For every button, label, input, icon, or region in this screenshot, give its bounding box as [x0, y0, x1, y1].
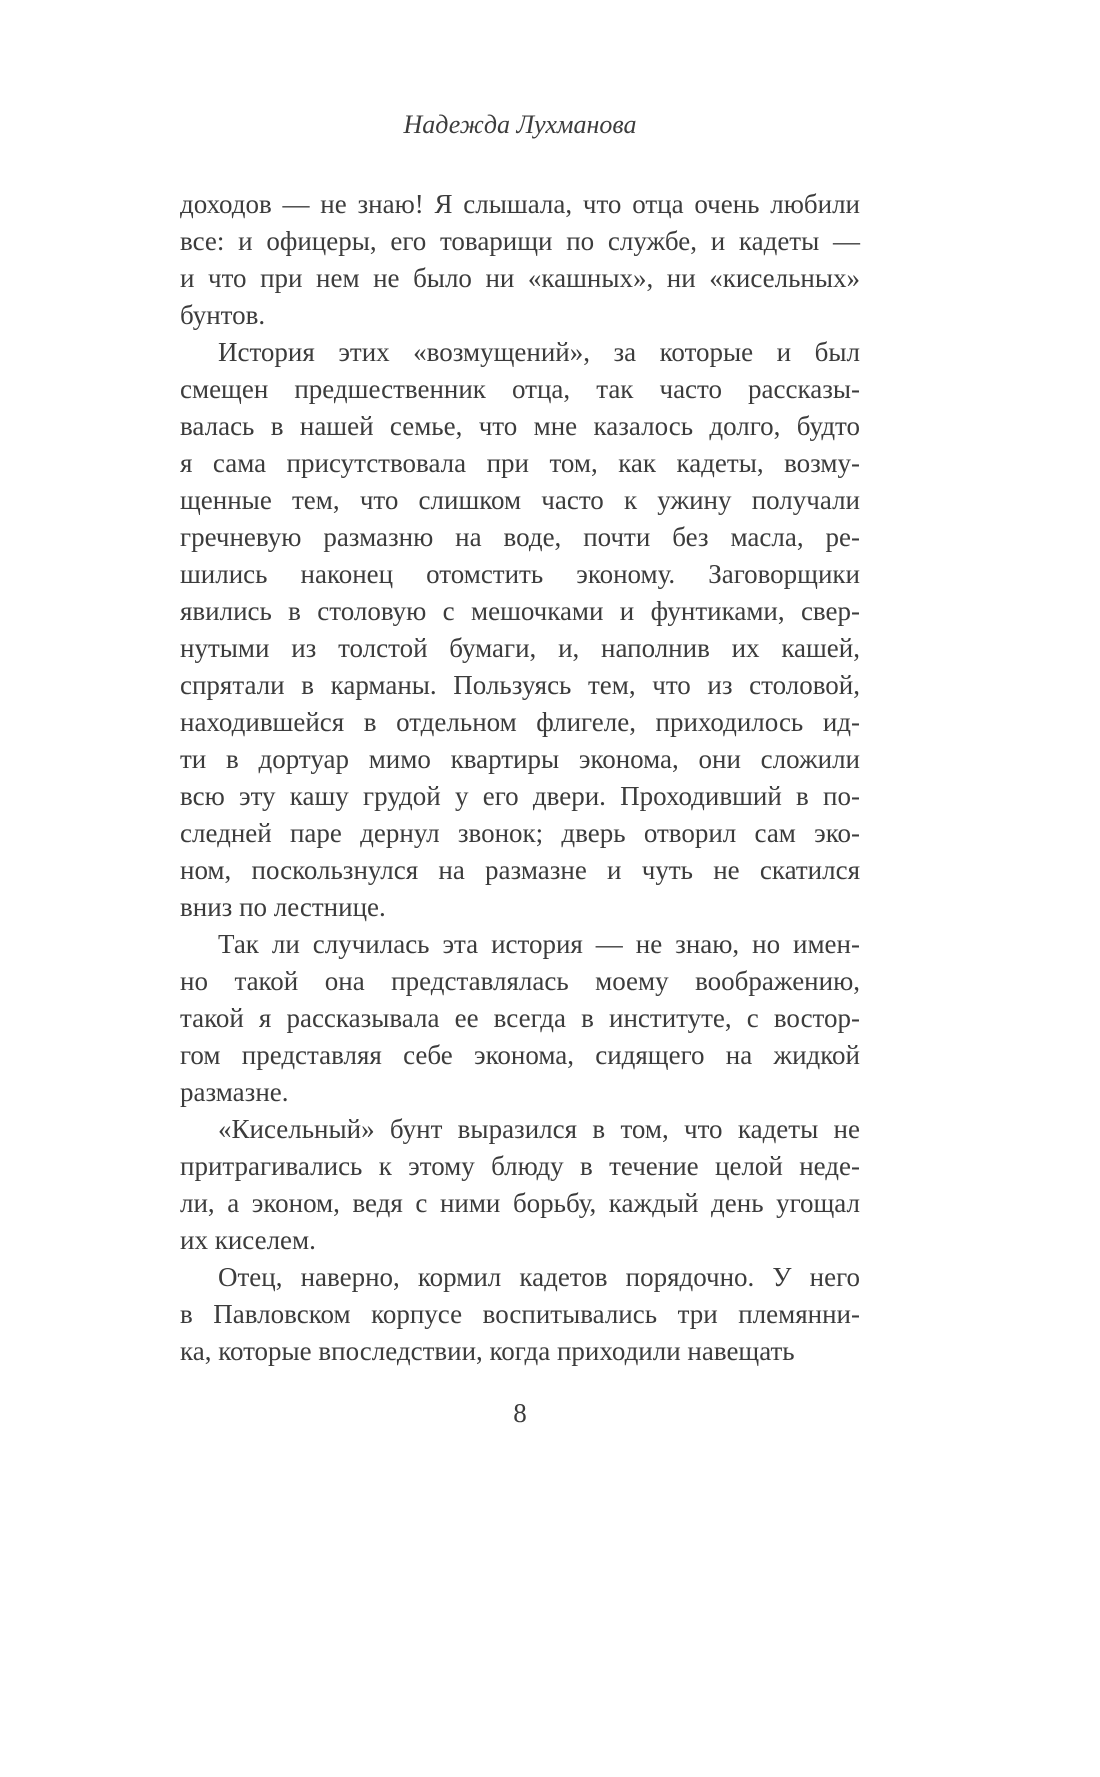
- paragraph: [180, 1259, 860, 1370]
- text-line: ти в дортуар мимо квартиры эконома, они сложили: [180, 744, 860, 774]
- text-line: в Павловском корпусе воспитывались три племянни-: [180, 1299, 860, 1329]
- text-line: нутыми из толстой бумаги, и, наполнив их кашей,: [180, 633, 860, 663]
- text-line: бунтов.: [180, 300, 266, 330]
- text-line: доходов — не знаю! Я слышала, что отца очень любили: [180, 189, 860, 219]
- text-line: гом представляя себе эконома, сидящего на жидкой: [180, 1040, 860, 1070]
- text-line: валась в нашей семье, что мне казалось долго, будто: [180, 411, 860, 441]
- page-number: 8: [513, 1398, 527, 1428]
- text-line: ли, а эконом, ведя с ними борьбу, каждый день угощал: [180, 1188, 860, 1218]
- running-header-author: Надежда Лухманова: [403, 110, 637, 139]
- text-line: вниз по лестнице.: [180, 892, 386, 922]
- text-line: все: и офицеры, его товарищи по службе, и кадеты —: [180, 226, 860, 256]
- text-line: смещен предшественник отца, так часто рассказы-: [180, 374, 860, 404]
- text-line: Отец, наверно, кормил кадетов порядочно. У него: [218, 1262, 860, 1292]
- text-line: явились в столовую с мешочками и фунтиками, свер-: [180, 596, 860, 626]
- paragraph: [180, 334, 860, 926]
- page-body: [180, 186, 860, 1370]
- text-line: их киселем.: [180, 1225, 316, 1255]
- text-line: всю эту кашу грудой у его двери. Проходивший в по-: [180, 781, 860, 811]
- paragraph: [180, 1111, 860, 1259]
- text-line: «Кисельный» бунт выразился в том, что кадеты не: [218, 1114, 860, 1144]
- text-line: и что при нем не было ни «кашных», ни «кисельных»: [180, 263, 860, 293]
- text-line: ном, поскользнулся на размазне и чуть не скатился: [180, 855, 860, 885]
- text-line: такой я рассказывала ее всегда в институте, с востор-: [180, 1003, 860, 1033]
- text-line: следней паре дернул звонок; дверь отворил сам эко-: [180, 818, 860, 848]
- text-line: шились наконец отомстить эконому. Заговорщики: [180, 559, 860, 589]
- text-line: Так ли случилась эта история — не знаю, но имен-: [218, 929, 860, 959]
- paragraph: [180, 186, 860, 334]
- text-line: гречневую размазню на воде, почти без масла, ре-: [180, 522, 860, 552]
- text-line: я сама присутствовала при том, как кадеты, возму-: [180, 448, 860, 478]
- paragraph: [180, 926, 860, 1111]
- text-line: но такой она представлялась моему воображению,: [180, 966, 860, 996]
- text-line: щенные тем, что слишком часто к ужину получали: [180, 485, 860, 515]
- text-line: спрятали в карманы. Пользуясь тем, что из столовой,: [180, 670, 860, 700]
- text-line: притрагивались к этому блюду в течение целой неде-: [180, 1151, 860, 1181]
- text-line: размазне.: [180, 1077, 289, 1107]
- text-line: История этих «возмущений», за которые и был: [218, 337, 860, 367]
- text-line: ка, которые впоследствии, когда приходили навещать: [180, 1336, 795, 1366]
- text-line: находившейся в отдельном флигеле, приходилось ид-: [180, 707, 860, 737]
